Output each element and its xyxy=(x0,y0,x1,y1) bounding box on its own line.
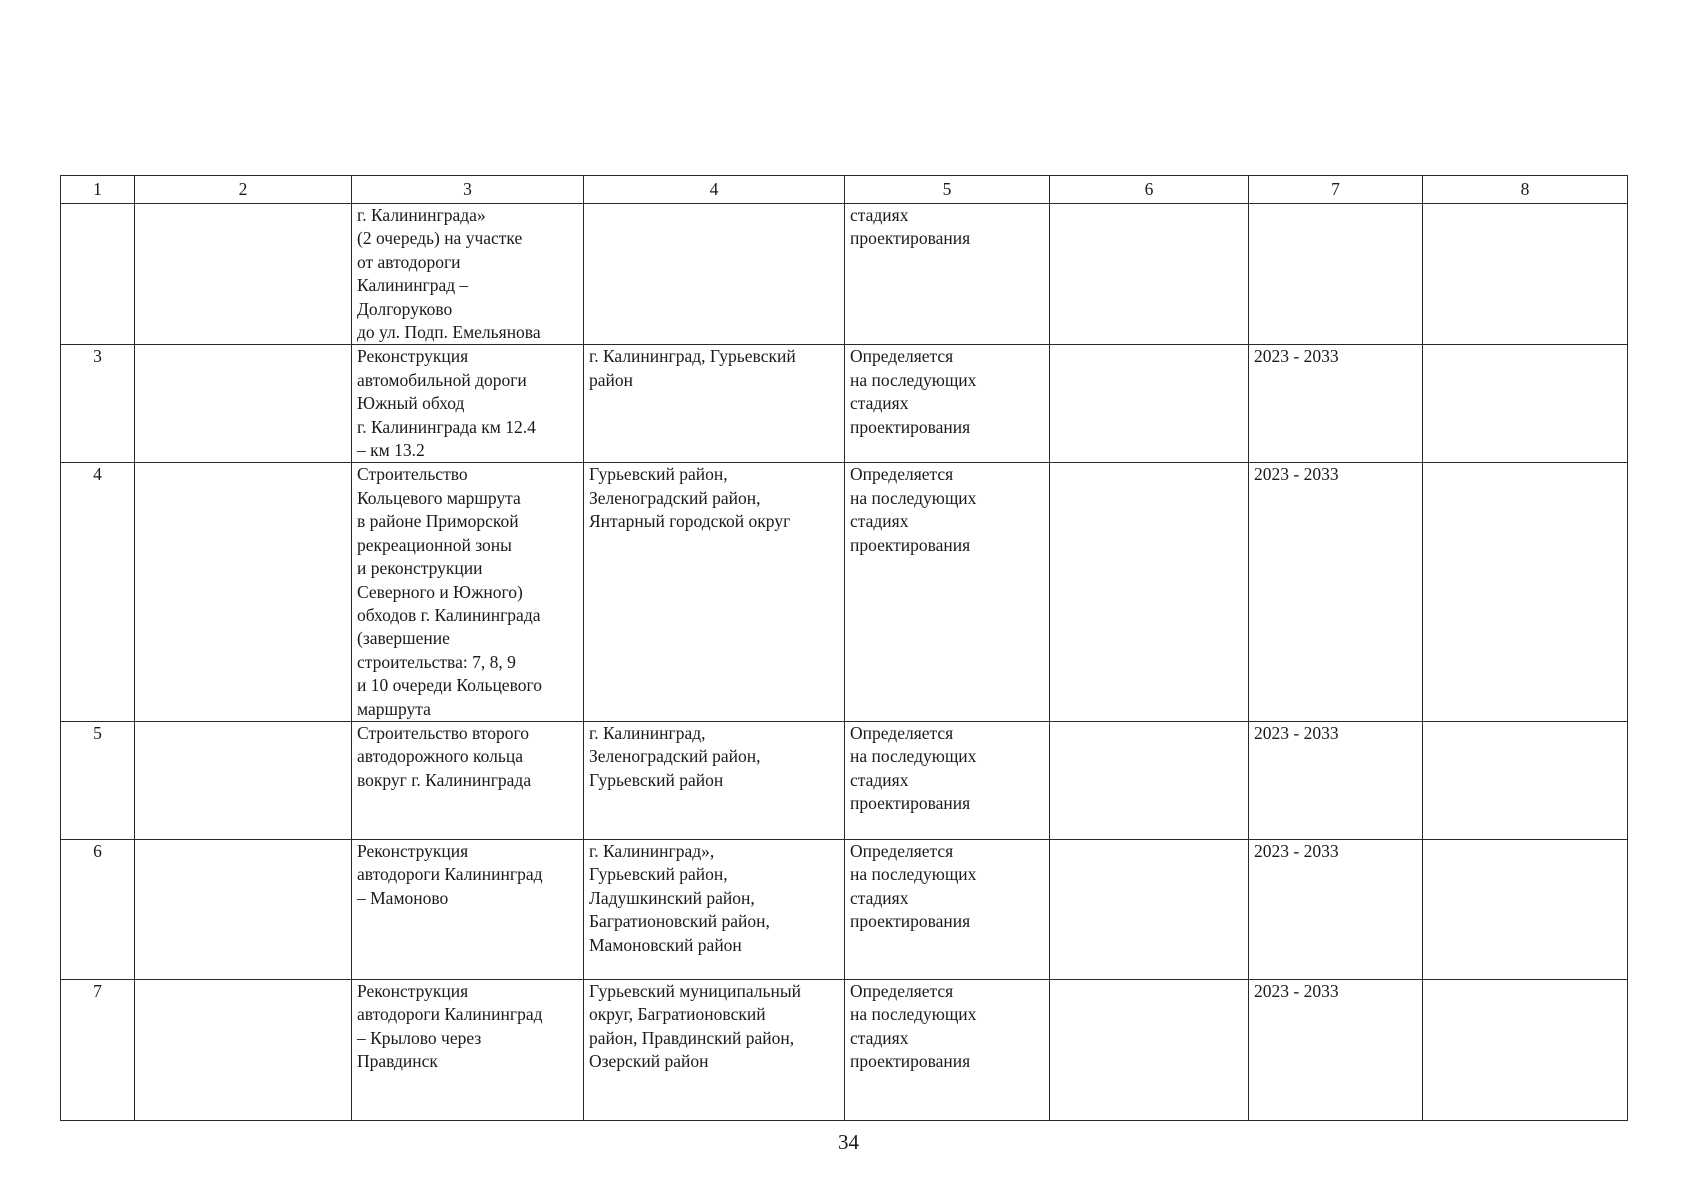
row-number-cell: 5 xyxy=(61,721,135,839)
column-8-cell xyxy=(1423,839,1628,979)
row-number-cell: 4 xyxy=(61,463,135,721)
location-cell: г. Калининград, Зеленоградский район, Гурьевский район xyxy=(584,721,845,839)
period-cell: 2023 - 2033 xyxy=(1249,463,1423,721)
object-name-cell: г. Калининграда» (2 очередь) на участке от автодороги Калининград – Долгоруково до ул. Подп. Емельянова xyxy=(352,204,584,345)
cost-cell: Определяется на последующих стадиях проектирования xyxy=(845,979,1050,1120)
period-cell: 2023 - 2033 xyxy=(1249,345,1423,463)
row-number-cell: 3 xyxy=(61,345,135,463)
location-cell: г. Калининград, Гурьевский район xyxy=(584,345,845,463)
header-cell-5: 5 xyxy=(845,176,1050,204)
page-number: 34 xyxy=(838,1130,859,1154)
row-number-cell: 7 xyxy=(61,979,135,1120)
column-8-cell xyxy=(1423,979,1628,1120)
row-number-cell: 6 xyxy=(61,839,135,979)
header-cell-8: 8 xyxy=(1423,176,1628,204)
period-cell: 2023 - 2033 xyxy=(1249,839,1423,979)
cost-cell: Определяется на последующих стадиях проектирования xyxy=(845,345,1050,463)
header-row xyxy=(61,176,1628,204)
period-cell: 2023 - 2033 xyxy=(1249,979,1423,1120)
table-header xyxy=(61,176,1628,204)
column-2-cell xyxy=(135,839,352,979)
cost-cell: стадиях проектирования xyxy=(845,204,1050,345)
location-cell: Гурьевский муниципальный округ, Багратионовский район, Правдинский район, Озерский район xyxy=(584,979,845,1120)
column-2-cell xyxy=(135,345,352,463)
column-6-cell xyxy=(1050,839,1249,979)
column-2-cell xyxy=(135,979,352,1120)
location-cell xyxy=(584,204,845,345)
header-cell-6: 6 xyxy=(1050,176,1249,204)
column-8-cell xyxy=(1423,721,1628,839)
header-cell-7: 7 xyxy=(1249,176,1423,204)
header-cell-4: 4 xyxy=(584,176,845,204)
column-6-cell xyxy=(1050,204,1249,345)
cost-cell: Определяется на последующих стадиях проектирования xyxy=(845,839,1050,979)
table-row xyxy=(61,463,1628,721)
row-number-cell xyxy=(61,204,135,345)
column-6-cell xyxy=(1050,463,1249,721)
table-row xyxy=(61,721,1628,839)
column-6-cell xyxy=(1050,721,1249,839)
table-row xyxy=(61,345,1628,463)
cost-cell: Определяется на последующих стадиях проектирования xyxy=(845,463,1050,721)
object-name-cell: Строительство второго автодорожного кольца вокруг г. Калининграда xyxy=(352,721,584,839)
document-table xyxy=(60,175,1628,1121)
table-row xyxy=(61,839,1628,979)
column-2-cell xyxy=(135,721,352,839)
table-row xyxy=(61,204,1628,345)
column-8-cell xyxy=(1423,345,1628,463)
object-name-cell: Строительство Кольцевого маршрута в районе Приморской рекреационной зоны и реконструкции Северного и Южного) обходов г. Калининграда (завершение строительства: 7, 8, 9 и 10 очереди Кольцевого маршрута xyxy=(352,463,584,721)
header-cell-2: 2 xyxy=(135,176,352,204)
table-row xyxy=(61,979,1628,1120)
period-cell xyxy=(1249,204,1423,345)
cost-cell: Определяется на последующих стадиях проектирования xyxy=(845,721,1050,839)
table-body xyxy=(61,204,1628,1121)
column-2-cell xyxy=(135,204,352,345)
object-name-cell: Реконструкция автодороги Калининград – Крылово через Правдинск xyxy=(352,979,584,1120)
location-cell: Гурьевский район, Зеленоградский район, Янтарный городской округ xyxy=(584,463,845,721)
column-6-cell xyxy=(1050,979,1249,1120)
column-8-cell xyxy=(1423,463,1628,721)
header-cell-1: 1 xyxy=(61,176,135,204)
object-name-cell: Реконструкция автомобильной дороги Южный обход г. Калининграда км 12.4 – км 13.2 xyxy=(352,345,584,463)
header-cell-3: 3 xyxy=(352,176,584,204)
column-6-cell xyxy=(1050,345,1249,463)
period-cell: 2023 - 2033 xyxy=(1249,721,1423,839)
column-2-cell xyxy=(135,463,352,721)
location-cell: г. Калининград», Гурьевский район, Ладушкинский район, Багратионовский район, Мамоновский район xyxy=(584,839,845,979)
column-8-cell xyxy=(1423,204,1628,345)
object-name-cell: Реконструкция автодороги Калининград – Мамоново xyxy=(352,839,584,979)
